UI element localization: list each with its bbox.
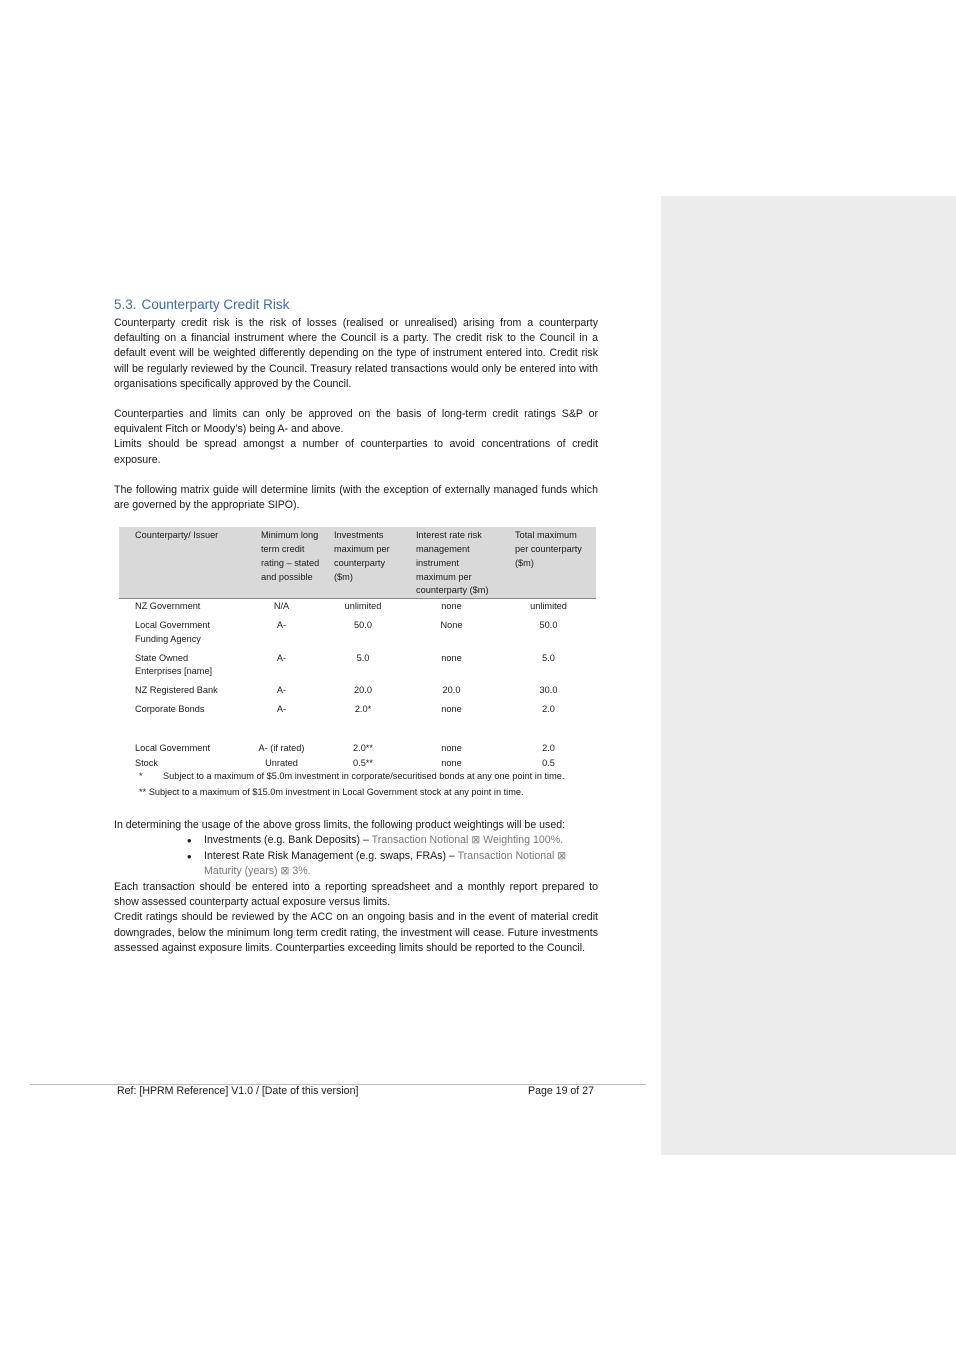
cell-rating: N/A (273, 601, 290, 612)
cell-irrm: 20.0 (442, 685, 461, 696)
cell-investments: 50.0 (354, 620, 372, 631)
cell-investments: 5.0 (356, 652, 370, 663)
cell-total: 50.0 (539, 620, 558, 631)
cell-investments: 0.5** (353, 757, 373, 768)
table-row (119, 756, 596, 771)
footnote-1-mark: * (139, 771, 143, 782)
limits-matrix (119, 527, 596, 800)
list-item (204, 849, 598, 880)
cell-counterparty: NZ Registered Bank (135, 685, 218, 696)
footnote-1-text: Subject to a maximum of $5.0m investment in corporate/securitised bonds at any one point in time. (163, 771, 565, 782)
col-header-investments-max: Investments maximum per counterparty ($m) (324, 527, 402, 598)
footnote-2: ** Subject to a maximum of $15.0m investment in Local Government stock at any point in time. (139, 787, 524, 798)
section-number: 5.3. (114, 297, 137, 312)
paragraph-reporting: Each transaction should be entered into a reporting spreadsheet and a monthly report prepared to show assessed counterparty actual exposure versus limits. (114, 880, 598, 909)
cell-total: 5.0 (542, 652, 555, 663)
cell-total: 0.5 (542, 757, 555, 768)
cell-total: 30.0 (539, 685, 558, 696)
footnote-1 (139, 770, 596, 784)
table-row (119, 618, 596, 651)
comment-pane (661, 196, 956, 1155)
cell-counterparty: NZ Government (135, 601, 201, 612)
paragraph-approval-basis: Counterparties and limits can only be approved on the basis of long-term credit ratings S&P or equivalent Fitch or Moody’s) being A- and above. (114, 408, 598, 436)
col-header-total-max: Total maximum per counterparty ($m) (501, 527, 596, 598)
cell-total: unlimited (530, 601, 567, 612)
footer-reference: Ref: [HPRM Reference] V1.0 / [Date of this version] (117, 1085, 359, 1097)
cell-counterparty: Stock (135, 757, 158, 768)
cell-counterparty: Local Government Funding Agency (135, 620, 211, 644)
weighting-formula: Transaction Notional ⊠ Weighting 100%. (371, 834, 564, 847)
table-row (119, 683, 596, 702)
limits-table (119, 527, 596, 770)
cell-rating: A- (276, 620, 287, 631)
paragraph-weightings-intro: In determining the usage of the above gross limits, the following product weightings will be used: (114, 818, 566, 831)
page-content (114, 296, 598, 956)
col-header-irrm-max: Interest rate risk management instrument maximum per counterparty ($m) (402, 527, 501, 598)
cell-rating: A- (276, 685, 287, 696)
cell-counterparty: Local Government (135, 742, 211, 753)
weightings-list (114, 833, 598, 880)
cell-investments: unlimited (344, 601, 382, 612)
cell-counterparty: State Owned Enterprises [name] (135, 652, 213, 677)
section-title: Counterparty Credit Risk (141, 297, 290, 312)
footer-page-number: Page 19 of 27 (528, 1085, 594, 1097)
cell-irrm: none (441, 601, 462, 612)
cell-irrm: none (441, 742, 462, 753)
cell-irrm: none (441, 704, 462, 714)
cell-irrm: none (441, 652, 462, 663)
paragraph-spread-limits: Limits should be spread amongst a number of counterparties to avoid concentrations of credit exposure. (114, 438, 598, 466)
cell-rating: A- (276, 704, 287, 714)
section-heading (114, 296, 598, 314)
table-header-row (119, 527, 596, 598)
table-row (119, 599, 596, 618)
table-row (119, 702, 596, 721)
cell-rating: A- (276, 652, 287, 663)
cell-total: 2.0 (542, 704, 555, 714)
table-footnotes (139, 770, 596, 800)
list-item (204, 833, 598, 849)
cell-investments: 2.0** (353, 742, 373, 753)
paragraph-credit-review: Credit ratings should be reviewed by the ACC on an ongoing basis and in the event of material credit downgrades, below the minimum long term credit rating, the investment will cease. Future investments assessed against exposure limits. Counterparties exceeding limits should be reported to the Council. (114, 911, 598, 954)
weighting-label: Investments (e.g. Bank Deposits) – (204, 834, 372, 847)
cell-rating: Unrated (265, 757, 298, 768)
cell-counterparty: Corporate Bonds (135, 704, 205, 714)
paragraph-matrix-intro: The following matrix guide will determine limits (with the exception of externally managed funds which are governed by the appropriate SIPO). (114, 483, 598, 512)
table-row (119, 651, 596, 684)
cell-rating: A- (if rated) (258, 742, 305, 753)
weighting-label: Interest Rate Risk Management (e.g. swaps, FRAs) – (204, 849, 458, 862)
cell-total: 2.0 (542, 742, 555, 753)
paragraph-definition: Counterparty credit risk is the risk of losses (realised or unrealised) arising from a counterparty defaulting on a financial instrument where the Council is a party. The credit risk to the Council in a default event will be weighted differently depending on the type of instrument entered into. Credit risk will be regularly reviewed by the Council. Treasury related transactions would only be entered into with organisations specifically approved by the Council. (114, 317, 598, 390)
cell-investments: 20.0 (354, 685, 372, 696)
cell-irrm: None (440, 620, 463, 631)
weighting-formula: Transaction Notional ⊠ Maturity (years) ⊠ 3%. (204, 849, 567, 878)
cell-irrm: none (441, 757, 462, 768)
col-header-counterparty: Counterparty/ Issuer (119, 527, 239, 598)
cell-investments: 2.0* (354, 704, 372, 714)
col-header-min-rating: Minimum long term credit rating – stated and possible (239, 527, 324, 598)
table-row (119, 741, 596, 756)
